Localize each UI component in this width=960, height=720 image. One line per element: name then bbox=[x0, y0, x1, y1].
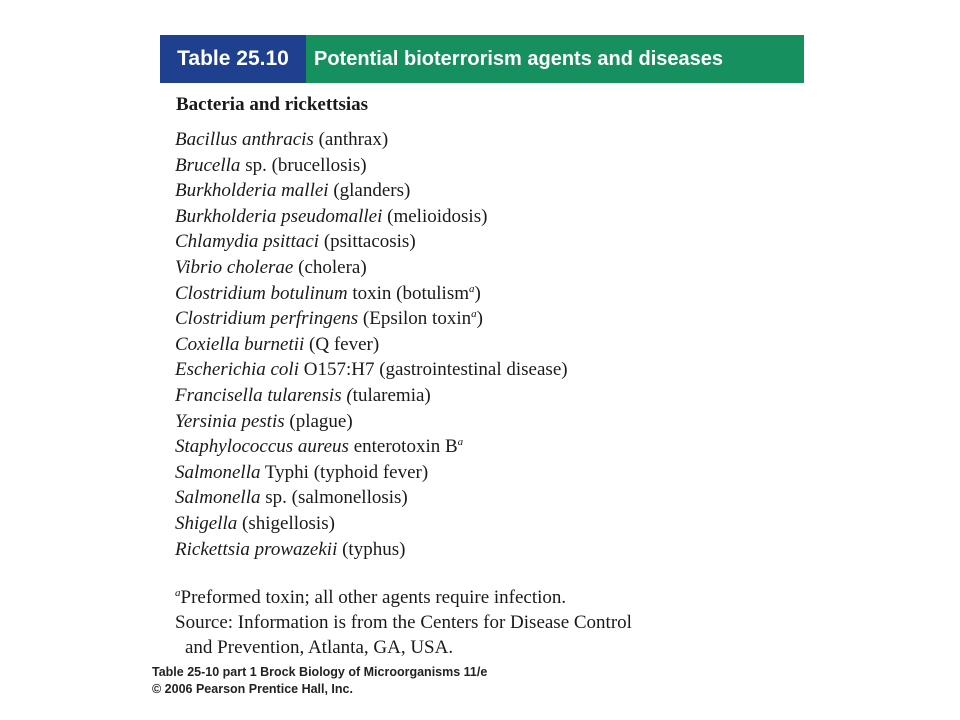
agent-footnote-marker: a bbox=[471, 308, 477, 321]
agent-disease: (Epsilon toxin bbox=[358, 308, 472, 330]
agent-item bbox=[175, 511, 568, 537]
agent-disease: (cholera) bbox=[293, 256, 367, 278]
agent-item bbox=[175, 485, 568, 511]
agent-item bbox=[175, 409, 568, 435]
agent-organism: Bacillus anthracis bbox=[175, 129, 314, 150]
agent-item bbox=[175, 537, 568, 563]
credit-line-1: Table 25-10 part 1 Brock Biology of Microorganisms 11/e bbox=[152, 665, 488, 679]
agent-item bbox=[175, 383, 568, 409]
credit-line-2: © 2006 Pearson Prentice Hall, Inc. bbox=[152, 682, 353, 696]
agent-disease: toxin (botulism bbox=[347, 282, 470, 304]
agent-organism: Shigella bbox=[175, 512, 238, 534]
table-number: Table 25.10 bbox=[160, 35, 306, 83]
footnote-marker: a bbox=[175, 587, 181, 599]
agent-organism: Coxiella burnetii bbox=[175, 333, 305, 355]
table-title: Potential bioterrorism agents and diseases bbox=[306, 35, 804, 83]
agent-disease: (glanders) bbox=[328, 180, 411, 202]
agent-item bbox=[175, 434, 568, 460]
agent-disease: (melioidosis) bbox=[382, 205, 488, 227]
agent-disease: O157:H7 (gastrointestinal disease) bbox=[299, 359, 568, 381]
agent-item bbox=[175, 127, 568, 153]
agent-organism: Yersinia pestis bbox=[175, 410, 285, 432]
agent-disease: (Q fever) bbox=[304, 333, 380, 355]
agent-organism: Salmonella bbox=[175, 461, 261, 483]
agent-disease: (anthrax) bbox=[313, 129, 389, 150]
agent-footnote-marker: a bbox=[469, 282, 475, 295]
agent-disease: Typhi (typhoid fever) bbox=[260, 461, 429, 483]
agent-disease: sp. (brucellosis) bbox=[240, 154, 367, 176]
agent-disease: (psittacosis) bbox=[319, 231, 416, 253]
agent-list bbox=[175, 127, 568, 562]
agent-footnote-marker: a bbox=[457, 436, 464, 449]
agent-organism: Clostridium perfringens bbox=[175, 308, 359, 330]
agent-tail: ) bbox=[474, 282, 481, 304]
agent-item bbox=[175, 204, 568, 230]
source-line-1: Source: Information is from the Centers for Disease Control bbox=[175, 612, 632, 633]
agent-organism: Chlamydia psittaci bbox=[175, 231, 320, 253]
agent-item bbox=[175, 229, 568, 255]
agent-organism: Brucella bbox=[175, 154, 241, 176]
agent-item bbox=[175, 153, 568, 179]
agent-organism: Burkholderia pseudomallei bbox=[175, 205, 383, 227]
credit bbox=[152, 664, 487, 698]
footnote bbox=[175, 585, 632, 610]
agent-organism: Clostridium botulinum bbox=[175, 282, 348, 304]
agent-disease: enterotoxin B bbox=[348, 436, 458, 458]
footnotes bbox=[175, 585, 632, 660]
agent-disease: sp. (salmonellosis) bbox=[260, 487, 408, 509]
agent-item bbox=[175, 281, 568, 307]
table-header bbox=[160, 35, 804, 83]
agent-organism: Rickettsia prowazekii bbox=[175, 538, 338, 560]
agent-disease: tularemia bbox=[352, 384, 425, 406]
agent-tail: ) bbox=[476, 308, 483, 330]
agent-item bbox=[175, 306, 568, 332]
agent-item bbox=[175, 178, 568, 204]
agent-organism: Burkholderia mallei bbox=[175, 180, 329, 202]
footnote-text: Preformed toxin; all other agents require infection. bbox=[180, 587, 567, 608]
agent-organism: Vibrio cholerae bbox=[175, 256, 294, 278]
agent-tail: ) bbox=[424, 384, 431, 406]
section-heading: Bacteria and rickettsias bbox=[176, 94, 369, 115]
agent-organism: Salmonella bbox=[175, 487, 261, 509]
agent-disease: (shigellosis) bbox=[237, 512, 335, 534]
agent-item bbox=[175, 332, 568, 358]
agent-organism: Escherichia coli bbox=[175, 359, 299, 381]
source-line-2: and Prevention, Atlanta, GA, USA. bbox=[185, 637, 454, 658]
agent-item bbox=[175, 357, 568, 383]
agent-organism: Francisella tularensis ( bbox=[175, 384, 353, 406]
agent-organism: Staphylococcus aureus bbox=[175, 436, 349, 458]
agent-disease: (typhus) bbox=[337, 538, 406, 560]
agent-disease: (plague) bbox=[284, 410, 353, 432]
agent-item bbox=[175, 460, 568, 486]
agent-item bbox=[175, 255, 568, 281]
